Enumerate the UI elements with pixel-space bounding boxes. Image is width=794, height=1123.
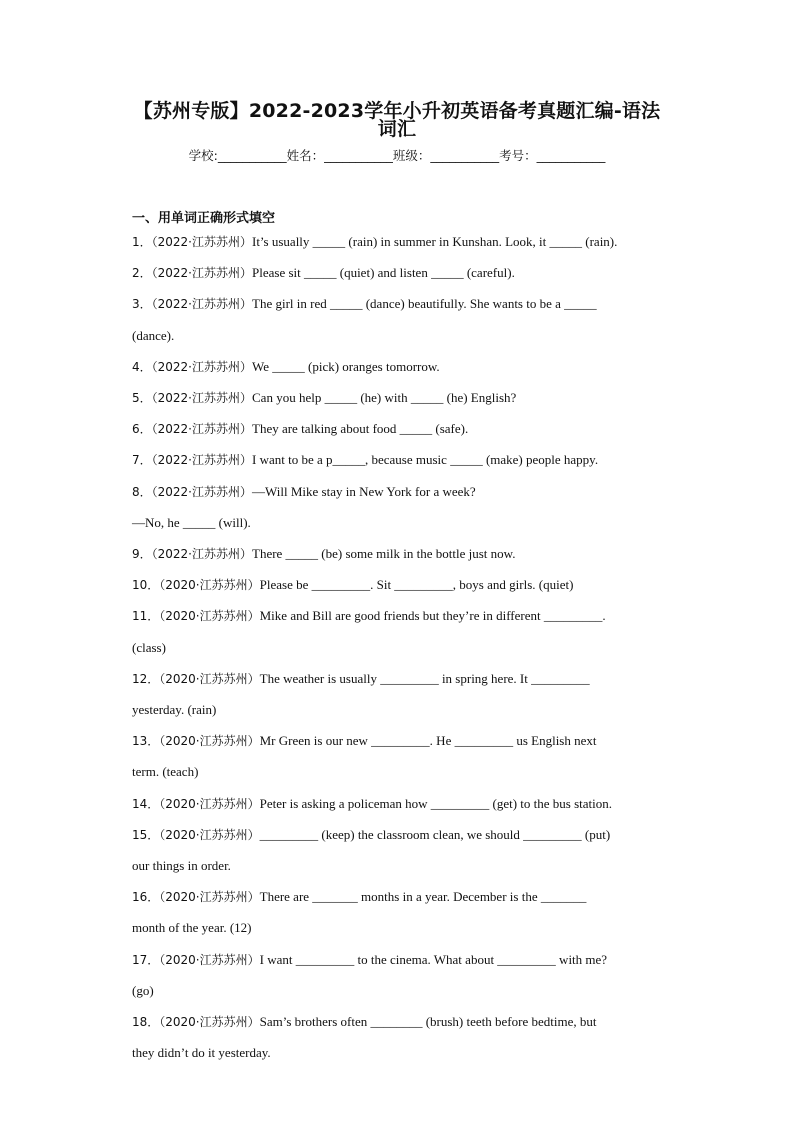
student-info-line: 学校:___________姓名：___________班级：___________考号：___________ (188, 148, 606, 163)
question-text: The weather is usually _________ in spring here. It _________ (259, 670, 590, 686)
question-line (132, 702, 672, 718)
question-line (132, 390, 672, 406)
question-line (132, 952, 672, 968)
question-line (132, 546, 672, 562)
question-text: yesterday. (rain) (132, 702, 217, 717)
question-source-label: 7．（2022·江苏苏州） (132, 453, 252, 468)
question-text: I want to be a p_____, because music _____ (make) people happy. (252, 452, 599, 468)
question-text: They are talking about food _____ (safe). (252, 421, 469, 437)
question-source-label: 10．（2020·江苏苏州） (132, 578, 260, 593)
question-line (132, 1045, 672, 1061)
document-title-line1: 【苏州专版】2022-2023学年小升初英语备考真题汇编-语法 (133, 100, 661, 122)
question-text: Peter is asking a policeman how _________ (get) to the bus station. (259, 795, 613, 811)
question-source-label: 14．（2020·江苏苏州） (132, 796, 260, 811)
question-text: they didn’t do it yesterday. (132, 1045, 271, 1061)
question-text: month of the year. (12) (132, 920, 252, 936)
question-line (132, 640, 672, 656)
question-source-label: 11．（2020·江苏苏州） (132, 609, 260, 624)
question-source-label: 1．（2022·江苏苏州） (132, 235, 252, 249)
question-line (132, 1014, 672, 1030)
question-text: —Will Mike stay in New York for a week? (252, 483, 476, 499)
question-source-label: 5．（2022·江苏苏州） (132, 391, 252, 405)
question-line (132, 983, 672, 999)
question-text: —No, he _____ (will). (132, 514, 251, 530)
question-source-label: 16．（2020·江苏苏州） (132, 890, 260, 905)
question-line (132, 421, 672, 437)
question-source-label: 12．（2020·江苏苏州） (132, 671, 260, 686)
question-line (132, 265, 672, 281)
question-source-label: 18．（2020·江苏苏州） (132, 1015, 260, 1029)
question-text: (go) (132, 982, 154, 998)
question-text: (class) (132, 639, 166, 655)
question-line (132, 359, 672, 375)
question-text: (dance). (132, 327, 175, 343)
question-source-label: 15．（2020·江苏苏州） (132, 827, 260, 842)
question-text: _________ (keep) the classroom clean, we should _________ (put) (259, 826, 611, 842)
question-source-label: 3．（2022·江苏苏州） (132, 297, 252, 312)
question-text: Sam’s brothers often ________ (brush) teeth before bedtime, but (259, 1014, 597, 1029)
question-text: We _____ (pick) oranges tomorrow. (252, 358, 440, 374)
question-source-label: 8．（2022·江苏苏州） (132, 484, 252, 499)
question-text: Please sit _____ (quiet) and listen _____ (careful). (252, 265, 515, 281)
question-source-label: 6．（2022·江苏苏州） (132, 422, 252, 437)
question-line (132, 733, 672, 749)
question-source-label: 2．（2022·江苏苏州） (132, 266, 252, 281)
question-line (132, 515, 672, 531)
question-line (132, 608, 672, 624)
question-line (132, 920, 672, 936)
question-text: Mike and Bill are good friends but they’re in different _________. (259, 608, 606, 624)
question-line (132, 889, 672, 905)
question-text: It’s usually _____ (rain) in summer in Kunshan. Look, it _____ (rain). (252, 234, 618, 249)
question-source-label: 9．（2022·江苏苏州） (132, 547, 252, 561)
question-text: I want _________ to the cinema. What about _________ with me? (259, 951, 608, 967)
question-text: Can you help _____ (he) with _____ (he) English? (252, 390, 517, 405)
question-line (132, 234, 672, 250)
question-line (132, 577, 672, 593)
question-source-label: 4．（2022·江苏苏州） (132, 359, 252, 374)
question-source-label: 13．（2020·江苏苏州） (132, 734, 260, 749)
question-line (132, 827, 672, 843)
question-text: There _____ (be) some milk in the bottle just now. (252, 546, 516, 561)
question-source-label: 17．（2020·江苏苏州） (132, 952, 260, 967)
question-text: Please be _________. Sit _________, boys and girls. (quiet) (259, 577, 574, 593)
document-title-line2: 词汇 (377, 118, 417, 140)
question-text: Mr Green is our new _________. He _________ us English next (259, 733, 597, 749)
question-line (132, 452, 672, 468)
question-line (132, 328, 672, 344)
question-line (132, 296, 672, 312)
question-line (132, 858, 672, 874)
question-text: There are _______ months in a year. December is the _______ (259, 889, 587, 905)
question-line (132, 671, 672, 687)
section-heading: 一、用单词正确形式填空 (132, 211, 276, 226)
question-line (132, 796, 672, 812)
question-text: term. (teach) (132, 764, 199, 780)
question-line (132, 764, 672, 780)
question-text: The girl in red _____ (dance) beautifully. She wants to be a _____ (252, 296, 597, 312)
question-line (132, 484, 672, 500)
question-text: our things in order. (132, 858, 231, 873)
